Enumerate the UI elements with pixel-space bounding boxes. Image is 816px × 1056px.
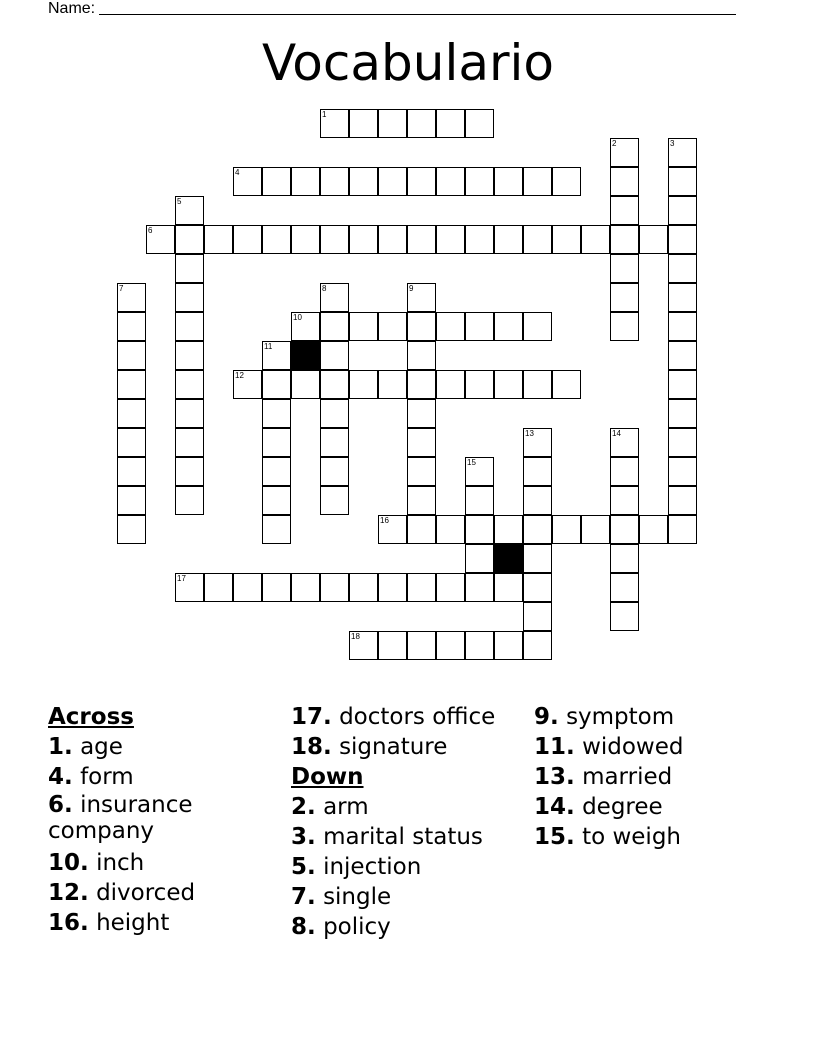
grid-cell[interactable]	[668, 399, 697, 428]
grid-cell[interactable]	[581, 225, 610, 254]
grid-cell[interactable]	[320, 457, 349, 486]
cell-number: 13	[525, 429, 534, 438]
grid-cell[interactable]	[117, 312, 146, 341]
clue-text: insurance company	[48, 792, 193, 844]
grid-cell[interactable]	[378, 312, 407, 341]
grid-cell[interactable]	[552, 167, 581, 196]
grid-cell[interactable]	[320, 225, 349, 254]
grid-cell[interactable]	[523, 370, 552, 399]
grid-cell[interactable]	[291, 225, 320, 254]
grid-cell[interactable]	[494, 631, 523, 660]
grid-cell[interactable]	[610, 167, 639, 196]
grid-cell[interactable]	[668, 254, 697, 283]
grid-cell[interactable]	[291, 370, 320, 399]
grid-cell[interactable]	[523, 225, 552, 254]
clue-text: form	[80, 764, 134, 790]
grid-cell[interactable]	[175, 399, 204, 428]
grid-cell[interactable]	[436, 515, 465, 544]
clue-number: 17.	[291, 704, 332, 730]
grid-cell[interactable]	[407, 167, 436, 196]
grid-cell[interactable]	[465, 167, 494, 196]
clue-down	[534, 732, 804, 762]
cell-number: 17	[177, 574, 186, 583]
grid-cell[interactable]	[262, 167, 291, 196]
grid-cell[interactable]	[610, 573, 639, 602]
cell-number: 5	[177, 197, 182, 206]
clue-text: symptom	[566, 704, 675, 730]
clue-number: 8.	[291, 914, 316, 940]
clue-number: 6.	[48, 792, 73, 818]
grid-cell-blocked	[291, 341, 320, 370]
grid-cell[interactable]	[320, 399, 349, 428]
grid-cell[interactable]	[349, 573, 378, 602]
clue-text: widowed	[582, 734, 684, 760]
grid-cell[interactable]	[175, 196, 204, 225]
grid-cell[interactable]	[320, 428, 349, 457]
grid-cell[interactable]	[494, 573, 523, 602]
clue-number: 18.	[291, 734, 332, 760]
grid-cell[interactable]	[407, 515, 436, 544]
clue-text: married	[582, 764, 673, 790]
grid-cell[interactable]	[465, 457, 494, 486]
grid-cell[interactable]	[262, 370, 291, 399]
grid-cell[interactable]	[233, 225, 262, 254]
clue-number: 1.	[48, 734, 73, 760]
grid-cell[interactable]	[668, 138, 697, 167]
grid-cell[interactable]	[291, 167, 320, 196]
grid-cell[interactable]	[436, 312, 465, 341]
grid-cell[interactable]	[378, 631, 407, 660]
grid-cell[interactable]	[320, 283, 349, 312]
cell-number: 12	[235, 371, 244, 380]
grid-cell[interactable]	[523, 544, 552, 573]
clue-text: policy	[323, 914, 391, 940]
grid-cell[interactable]	[204, 225, 233, 254]
cell-number: 15	[467, 458, 476, 467]
grid-cell[interactable]	[407, 312, 436, 341]
clue-number: 3.	[291, 824, 316, 850]
grid-cell[interactable]	[407, 225, 436, 254]
grid-cell[interactable]	[436, 573, 465, 602]
grid-cell[interactable]	[407, 457, 436, 486]
grid-cell[interactable]	[465, 573, 494, 602]
grid-cell[interactable]	[146, 225, 175, 254]
clue-across	[48, 732, 273, 762]
clue-number: 7.	[291, 884, 316, 910]
name-label: Name:	[48, 0, 96, 17]
grid-cell[interactable]	[175, 457, 204, 486]
grid-cell[interactable]	[523, 428, 552, 457]
grid-cell[interactable]	[262, 341, 291, 370]
grid-cell[interactable]	[407, 341, 436, 370]
grid-cell[interactable]	[668, 312, 697, 341]
cell-number: 1	[322, 110, 327, 119]
grid-cell[interactable]	[117, 370, 146, 399]
grid-cell[interactable]	[175, 341, 204, 370]
grid-cell[interactable]	[436, 225, 465, 254]
grid-cell[interactable]	[668, 225, 697, 254]
clue-down	[291, 792, 531, 822]
grid-cell[interactable]	[494, 312, 523, 341]
cell-number: 4	[235, 168, 240, 177]
grid-cell[interactable]	[378, 167, 407, 196]
grid-cell[interactable]	[262, 486, 291, 515]
clue-text: degree	[582, 794, 663, 820]
grid-cell[interactable]	[610, 225, 639, 254]
clue-down	[534, 702, 804, 732]
grid-cell[interactable]	[262, 428, 291, 457]
grid-cell[interactable]	[668, 370, 697, 399]
grid-cell[interactable]	[581, 515, 610, 544]
grid-cell[interactable]	[117, 341, 146, 370]
grid-cell[interactable]	[117, 283, 146, 312]
grid-cell[interactable]	[494, 515, 523, 544]
grid-cell[interactable]	[668, 428, 697, 457]
clue-number: 14.	[534, 794, 575, 820]
cell-number: 11	[264, 342, 273, 351]
grid-cell[interactable]	[407, 370, 436, 399]
clue-across	[48, 792, 273, 848]
clue-across	[48, 908, 273, 938]
clue-text: height	[96, 910, 170, 936]
grid-cell[interactable]	[262, 457, 291, 486]
clue-text: inch	[96, 850, 145, 876]
clue-down	[291, 882, 531, 912]
clue-number: 12.	[48, 880, 89, 906]
grid-cell[interactable]	[436, 109, 465, 138]
grid-cell[interactable]	[407, 573, 436, 602]
clue-number: 16.	[48, 910, 89, 936]
grid-cell[interactable]	[320, 573, 349, 602]
grid-cell[interactable]	[320, 312, 349, 341]
clue-text: doctors office	[339, 704, 496, 730]
grid-cell[interactable]	[523, 457, 552, 486]
grid-cell[interactable]	[175, 486, 204, 515]
grid-cell[interactable]	[349, 167, 378, 196]
grid-cell[interactable]	[320, 341, 349, 370]
clue-number: 2.	[291, 794, 316, 820]
grid-cell[interactable]	[175, 370, 204, 399]
grid-cell[interactable]	[668, 341, 697, 370]
grid-cell[interactable]	[175, 573, 204, 602]
grid-cell[interactable]	[233, 370, 262, 399]
grid-cell[interactable]	[465, 225, 494, 254]
grid-cell[interactable]	[262, 225, 291, 254]
grid-cell[interactable]	[465, 312, 494, 341]
grid-cell[interactable]	[523, 486, 552, 515]
grid-cell[interactable]	[233, 167, 262, 196]
clue-down	[534, 822, 804, 852]
grid-cell[interactable]	[407, 428, 436, 457]
clue-text: single	[323, 884, 392, 910]
clue-text: divorced	[96, 880, 196, 906]
grid-cell[interactable]	[262, 399, 291, 428]
grid-cell[interactable]	[552, 515, 581, 544]
clue-down	[291, 912, 531, 942]
grid-cell[interactable]	[117, 486, 146, 515]
grid-cell[interactable]	[378, 573, 407, 602]
grid-cell[interactable]	[552, 370, 581, 399]
clue-number: 11.	[534, 734, 575, 760]
grid-cell[interactable]	[320, 486, 349, 515]
grid-cell[interactable]	[175, 283, 204, 312]
clue-column-1	[48, 702, 273, 938]
grid-cell[interactable]	[378, 515, 407, 544]
grid-cell[interactable]	[175, 312, 204, 341]
grid-cell[interactable]	[407, 399, 436, 428]
clue-down	[291, 822, 531, 852]
grid-cell[interactable]	[320, 370, 349, 399]
down-heading: Down	[291, 764, 364, 790]
grid-cell[interactable]	[668, 486, 697, 515]
grid-cell[interactable]	[494, 370, 523, 399]
cell-number: 16	[380, 516, 389, 525]
clue-down	[534, 762, 804, 792]
grid-cell[interactable]	[494, 225, 523, 254]
clue-number: 13.	[534, 764, 575, 790]
clue-number: 5.	[291, 854, 316, 880]
across-heading: Across	[48, 704, 134, 730]
grid-cell[interactable]	[668, 167, 697, 196]
grid-cell[interactable]	[465, 631, 494, 660]
grid-cell[interactable]	[465, 109, 494, 138]
grid-cell[interactable]	[639, 515, 668, 544]
grid-cell[interactable]	[320, 109, 349, 138]
puzzle-title: Vocabulario	[261, 34, 555, 92]
grid-cell[interactable]	[610, 602, 639, 631]
clue-across	[291, 732, 531, 762]
grid-cell[interactable]	[117, 399, 146, 428]
grid-cell[interactable]	[349, 312, 378, 341]
grid-cell[interactable]	[117, 515, 146, 544]
grid-cell[interactable]	[291, 573, 320, 602]
grid-cell[interactable]	[523, 573, 552, 602]
grid-cell[interactable]	[610, 138, 639, 167]
grid-cell[interactable]	[610, 312, 639, 341]
grid-cell[interactable]	[407, 109, 436, 138]
clue-number: 4.	[48, 764, 73, 790]
grid-cell[interactable]	[175, 428, 204, 457]
grid-cell[interactable]	[407, 631, 436, 660]
grid-cell[interactable]	[523, 602, 552, 631]
clue-down	[291, 852, 531, 882]
grid-cell[interactable]	[117, 428, 146, 457]
clue-text: arm	[323, 794, 369, 820]
grid-cell[interactable]	[349, 225, 378, 254]
grid-cell[interactable]	[552, 225, 581, 254]
grid-cell[interactable]	[610, 283, 639, 312]
grid-cell[interactable]	[668, 196, 697, 225]
grid-cell[interactable]	[349, 370, 378, 399]
cell-number: 6	[148, 226, 153, 235]
clue-across	[291, 702, 531, 732]
grid-cell[interactable]	[523, 312, 552, 341]
clue-number: 15.	[534, 824, 575, 850]
grid-cell[interactable]	[610, 515, 639, 544]
grid-cell[interactable]	[436, 370, 465, 399]
cell-number: 9	[409, 284, 414, 293]
grid-cell[interactable]	[291, 312, 320, 341]
grid-cell[interactable]	[668, 515, 697, 544]
grid-cell[interactable]	[610, 486, 639, 515]
grid-cell[interactable]	[204, 573, 233, 602]
grid-cell[interactable]	[610, 196, 639, 225]
grid-cell[interactable]	[378, 109, 407, 138]
clue-column-3	[534, 702, 804, 852]
cell-number: 2	[612, 139, 617, 148]
cell-number: 7	[119, 284, 124, 293]
clue-across	[48, 762, 273, 792]
clue-text: injection	[323, 854, 422, 880]
grid-cell-blocked	[494, 544, 523, 573]
grid-cell[interactable]	[407, 283, 436, 312]
grid-cell[interactable]	[349, 109, 378, 138]
cell-number: 18	[351, 632, 360, 641]
grid-cell[interactable]	[436, 167, 465, 196]
clue-text: signature	[339, 734, 448, 760]
grid-cell[interactable]	[407, 486, 436, 515]
grid-cell[interactable]	[436, 631, 465, 660]
grid-cell[interactable]	[378, 225, 407, 254]
clue-column-2	[291, 702, 531, 942]
grid-cell[interactable]	[610, 254, 639, 283]
clue-across	[48, 878, 273, 908]
cell-number: 8	[322, 284, 327, 293]
grid-cell[interactable]	[494, 167, 523, 196]
grid-cell[interactable]	[668, 457, 697, 486]
grid-cell[interactable]	[523, 631, 552, 660]
clue-text: marital status	[323, 824, 483, 850]
clue-text: age	[80, 734, 123, 760]
grid-cell[interactable]	[378, 370, 407, 399]
grid-cell[interactable]	[175, 225, 204, 254]
grid-cell[interactable]	[523, 515, 552, 544]
grid-cell[interactable]	[610, 457, 639, 486]
grid-cell[interactable]	[349, 631, 378, 660]
cell-number: 3	[670, 139, 675, 148]
grid-cell[interactable]	[610, 544, 639, 573]
grid-cell[interactable]	[668, 283, 697, 312]
cell-number: 10	[293, 313, 302, 322]
grid-cell[interactable]	[610, 428, 639, 457]
grid-cell[interactable]	[465, 370, 494, 399]
grid-cell[interactable]	[639, 225, 668, 254]
grid-cell[interactable]	[465, 515, 494, 544]
clue-number: 9.	[534, 704, 559, 730]
grid-cell[interactable]	[523, 167, 552, 196]
clue-number: 10.	[48, 850, 89, 876]
grid-cell[interactable]	[262, 573, 291, 602]
grid-cell[interactable]	[465, 544, 494, 573]
grid-cell[interactable]	[262, 515, 291, 544]
clue-across	[48, 848, 273, 878]
grid-cell[interactable]	[465, 486, 494, 515]
grid-cell[interactable]	[117, 457, 146, 486]
grid-cell[interactable]	[320, 167, 349, 196]
grid-cell[interactable]	[233, 573, 262, 602]
cell-number: 14	[612, 429, 621, 438]
clue-down	[534, 792, 804, 822]
clue-text: to weigh	[582, 824, 681, 850]
grid-cell[interactable]	[175, 254, 204, 283]
